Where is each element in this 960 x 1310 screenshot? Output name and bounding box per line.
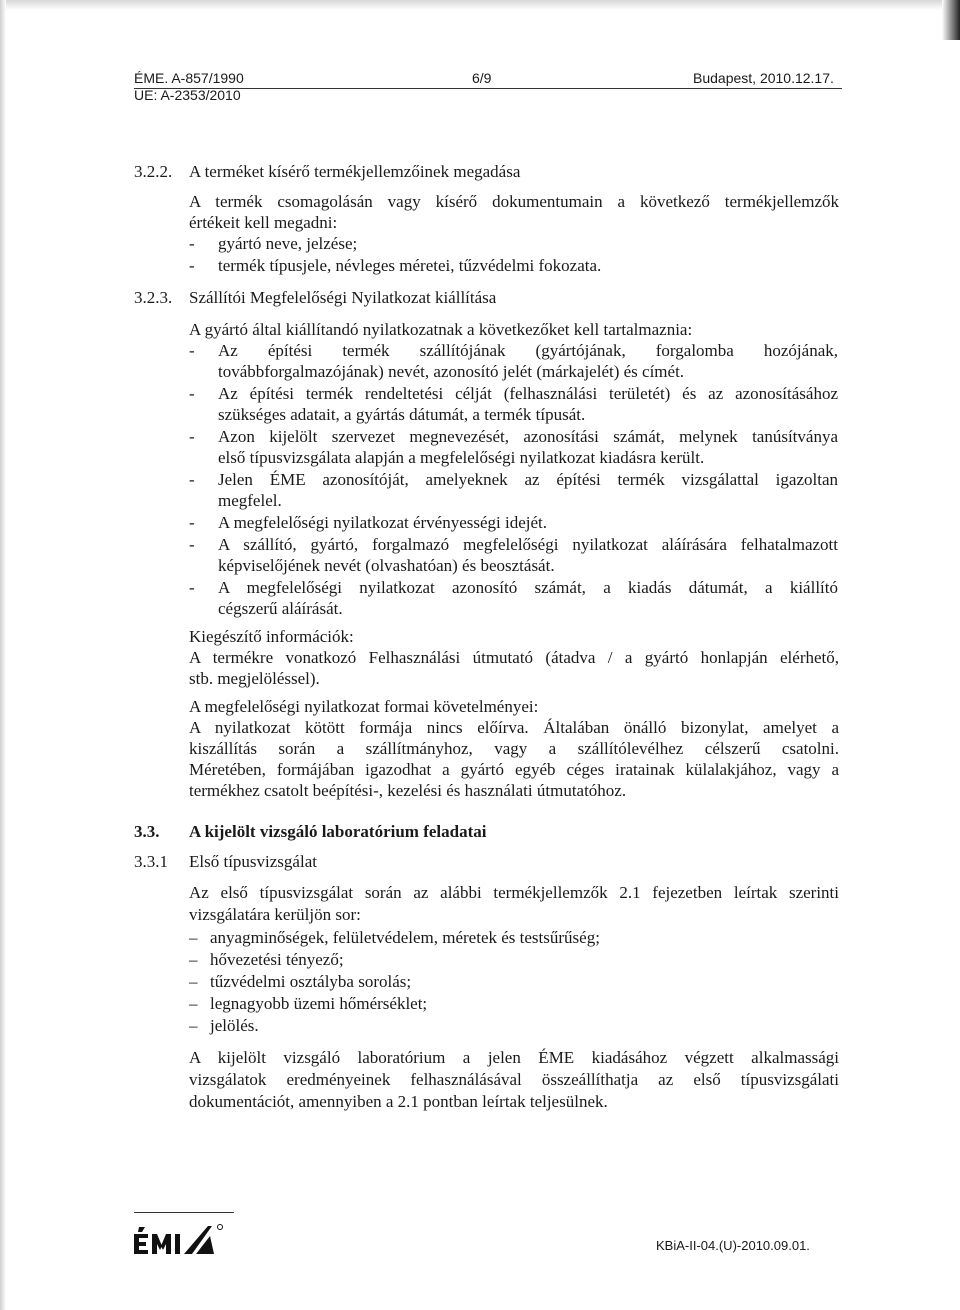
list-dash: – (189, 950, 198, 969)
list-dash: – (189, 928, 198, 947)
list-dash: - (189, 513, 195, 532)
subheading: Kiegészítő információk: (189, 627, 354, 646)
list-dash: - (189, 234, 195, 253)
list-item: hővezetési tényező; (210, 950, 344, 969)
list-item: A megfelelőségi nyilatkozat érvényességi idejét. (218, 513, 548, 532)
list-dash: – (189, 1016, 198, 1035)
list-item: tűzvédelmi osztályba sorolás; (210, 972, 412, 991)
list-item: gyártó neve, jelzése; (218, 234, 358, 253)
list-item: Az építési termék szállítójának (gyártójának, forgalomba hozójának, (218, 341, 838, 360)
list-item: képviselőjének nevét (olvashatóan) és beosztását. (218, 556, 555, 575)
paragraph: vizsgálatára kerüljön sor: (189, 905, 361, 924)
paragraph: dokumentációt, amennyiben a 2.1 pontban leírtak teljesülnek. (189, 1092, 608, 1111)
list-item: legnagyobb üzemi hőmérséklet; (210, 994, 428, 1013)
footer-rule (134, 1212, 234, 1213)
list-item: Jelen ÉME azonosítóját, amelyeknek az építési termék vizsgálattal igazoltan (218, 470, 838, 489)
section-number-322: 3.2.2. (134, 162, 173, 181)
list-item: A szállító, gyártó, forgalmazó megfelelőségi nyilatkozat aláírására felhatalmazott (218, 535, 838, 554)
header-rule (134, 88, 842, 89)
paragraph: A termékre vonatkozó Felhasználási útmutató (átadva / a gyártó honlapján elérhető, (189, 648, 839, 667)
list-dash: - (189, 384, 195, 403)
paragraph: A nyilatkozat kötött formája nincs előírva. Általában önálló bizonylat, amelyet a (189, 718, 839, 737)
list-dash: - (189, 578, 195, 597)
section-title-322: A terméket kísérő termékjellemzőinek megadása (189, 162, 521, 181)
list-item: Azon kijelölt szervezet megnevezését, azonosítási számát, melynek tanúsítványa (218, 427, 838, 446)
list-dash: – (189, 972, 198, 991)
list-item: szükséges adatait, a gyártás dátumát, a termék típusát. (218, 405, 586, 424)
paragraph: A termék csomagolásán vagy kísérő dokumentumain a következő termékjellemzők (189, 192, 839, 211)
footer-code: KBiA-II-04.(U)-2010.09.01. (656, 1238, 810, 1253)
paragraph: vizsgálatok eredményeinek felhasználásával összeállíthatja az első típusvizsgálati (189, 1070, 839, 1089)
paragraph: Az első típusvizsgálat során az alábbi termékjellemzők 2.1 fejezetben leírtak szerinti (189, 883, 839, 902)
section-number-323: 3.2.3. (134, 288, 173, 307)
list-item: megfelel. (218, 491, 282, 510)
list-dash: - (189, 470, 195, 489)
scan-corner (942, 0, 960, 40)
paragraph: Méretében, formájában igazodhat a gyártó egyéb céges iratainak külalakjához, vagy a (189, 760, 839, 779)
list-dash: - (189, 341, 195, 360)
section-title-33: A kijelölt vizsgáló laboratórium feladatai (189, 822, 487, 841)
list-item: A megfelelőségi nyilatkozat azonosító számát, a kiadás dátumát, a kiállító (218, 578, 838, 597)
list-dash: - (189, 256, 195, 275)
page-number: 6/9 (472, 70, 492, 86)
paragraph: stb. megjelöléssel). (189, 669, 320, 688)
subheading: A megfelelőségi nyilatkozat formai követelményei: (189, 697, 539, 716)
list-item: Az építési termék rendeltetési célját (felhasználási területét) és az azonosításához (218, 384, 838, 403)
list-item: továbbforgalmazójának) nevét, azonosító jelét (márkajelét) és címét. (218, 362, 685, 381)
header-left (134, 70, 244, 104)
section-number-33: 3.3. (134, 822, 160, 841)
paragraph: értékeit kell megadni: (189, 213, 338, 232)
place-date: Budapest, 2010.12.17. (693, 70, 834, 86)
list-dash: - (189, 535, 195, 554)
paragraph: A kijelölt vizsgáló laboratórium a jelen ÉME kiadásához végzett alkalmassági (189, 1048, 839, 1067)
section-title-331: Első típusvizsgálat (189, 852, 317, 871)
list-item: első típusvizsgálata alapján a megfelelőségi nyilatkozat kiadásra került. (218, 448, 705, 467)
scan-edge (0, 0, 960, 10)
list-item: cégszerű aláírását. (218, 599, 343, 618)
paragraph: A gyártó által kiállítandó nyilatkozatnak a következőket kell tartalmaznia: (189, 320, 693, 339)
paragraph: kiszállítás során a szállítmányhoz, vagy a szállítólevélhez célszerű csatolni. (189, 739, 839, 758)
list-dash: – (189, 994, 198, 1013)
list-item: anyagminőségek, felületvédelem, méretek és testsűrűség; (210, 928, 600, 947)
list-item: termék típusjele, névleges méretei, tűzvédelmi fokozata. (218, 256, 602, 275)
ue-number: UE: A-2353/2010 (134, 87, 241, 103)
list-dash: - (189, 427, 195, 446)
section-title-323: Szállítói Megfelelőségi Nyilatkozat kiállítása (189, 288, 497, 307)
paragraph: termékhez csatolt beépítési-, kezelési és használati útmutatóhoz. (189, 781, 627, 800)
scan-edge-left (0, 0, 6, 1310)
emi-logo (130, 1222, 230, 1258)
list-item: jelölés. (210, 1016, 259, 1035)
doc-number: ÉME. A-857/1990 (134, 70, 244, 86)
section-number-331: 3.3.1 (134, 852, 168, 871)
